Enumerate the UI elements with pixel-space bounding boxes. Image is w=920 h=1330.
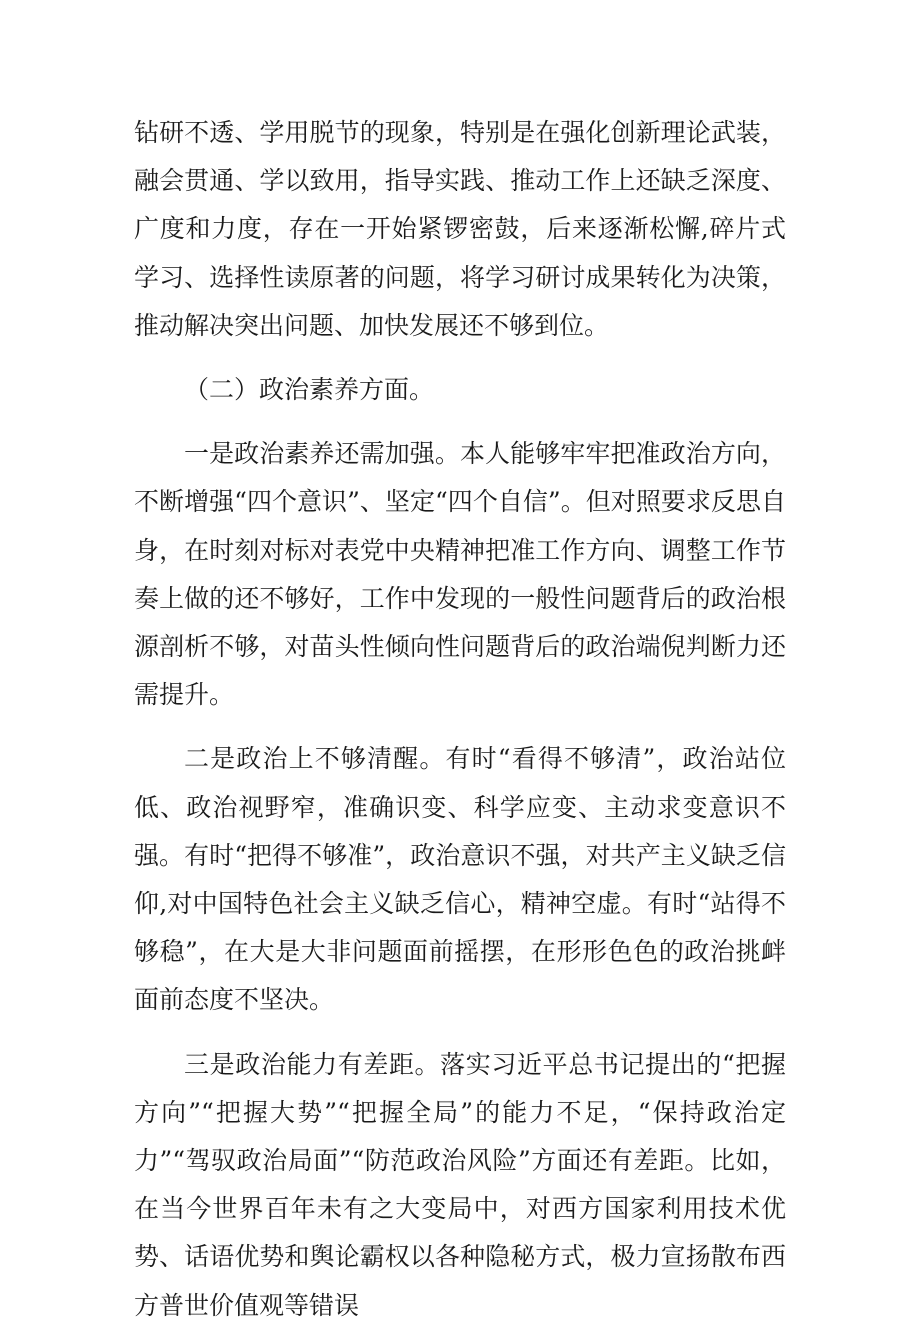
- paragraph-point-three: 三是政治能力有差距。落实习近平总书记提出的“把握方向”“把握大势”“把握全局”的能力不足，“保持政治定力”“驾驭政治局面”“防范政治风险”方面还有差距。比如，在当今世界百年未有之大变局中，对西方国家利用技术优势、话语优势和舆论霸权以各种隐秘方式，极力宣扬散布西方普世价值观等错误: [134, 1049, 786, 1320]
- paragraph-point-two: 二是政治上不够清醒。有时“看得不够清”，政治站位低、政治视野窄，准确识变、科学应变、主动求变意识不强。有时“把得不够准”，政治意识不强，对共产主义缺乏信仰,对中国特色社会主义缺乏信心，精神空虚。有时“站得不够稳”，在大是大非问题面前摇摆，在形形色色的政治挑衅面前态度不坚决。: [134, 744, 786, 1015]
- section-heading-political-literacy: （二）政治素养方面。: [184, 375, 435, 405]
- paragraph-continuation: 钻研不透、学用脱节的现象，特别是在强化创新理论武装，融会贯通、学以致用，指导实践、推动工作上还缺乏深度、广度和力度，存在一开始紧锣密鼓，后来逐渐松懈,碎片式学习、选择性读原著的问题，将学习研讨成果转化为决策，推动解决突出问题、加快发展还不够到位。: [134, 118, 786, 340]
- paragraph-point-one: 一是政治素养还需加强。本人能够牢牢把准政治方向，不断增强“四个意识”、坚定“四个自信”。但对照要求反思自身，在时刻对标对表党中央精神把准工作方向、调整工作节奏上做的还不够好，工作中发现的一般性问题背后的政治根源剖析不够，对苗头性倾向性问题背后的政治端倪判断力还需提升。: [134, 439, 786, 710]
- document-body: [134, 109, 786, 1330]
